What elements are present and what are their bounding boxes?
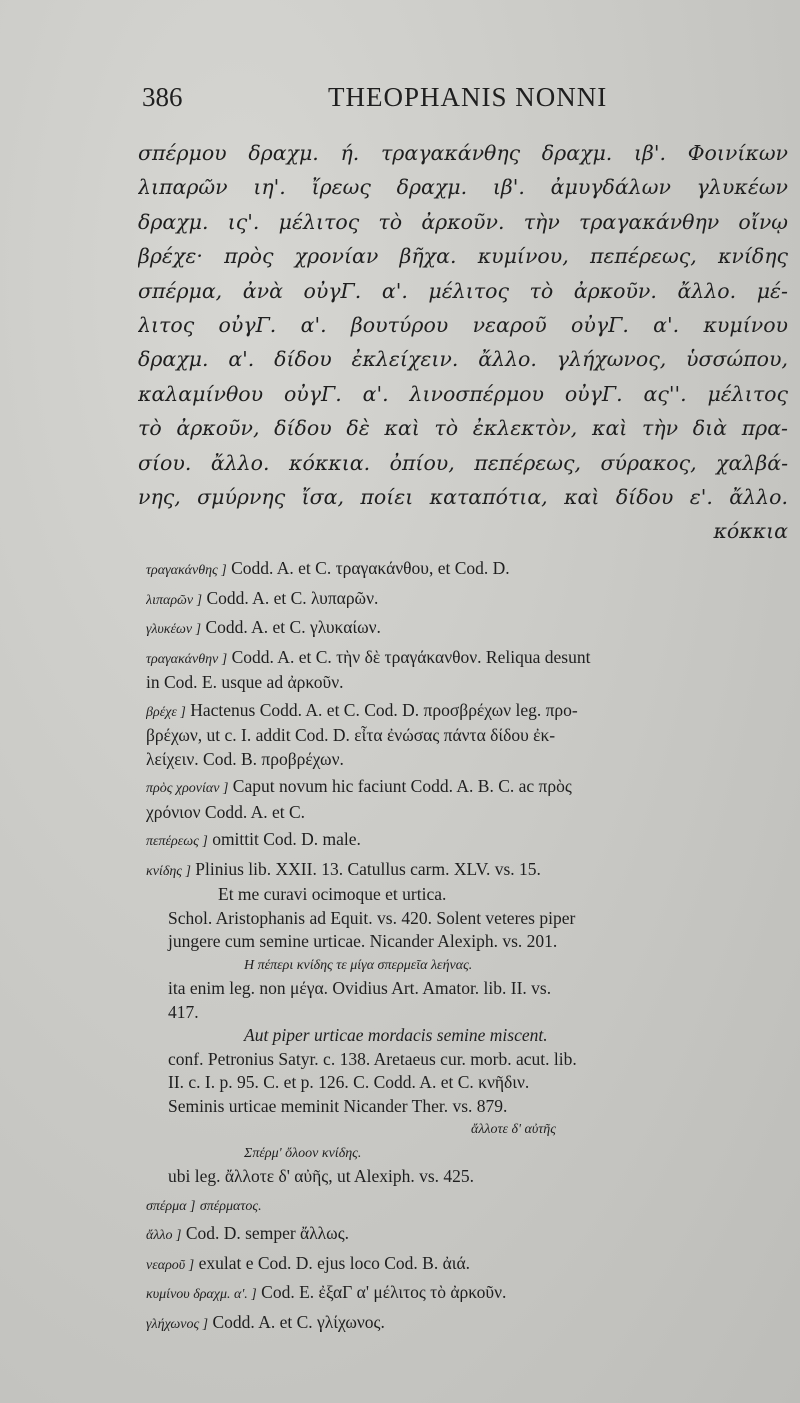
note-text: Caput novum hic faciunt Codd. A. B. C. ac πρὸς — [232, 776, 572, 796]
main-text-line: σπέρμα, ἀνὰ οὐγΓ. α'. μέλιτος τὸ ἀρκοῦν. ἄλλο. μέ- — [138, 278, 788, 303]
note-text: Codd. A. et C. γλίχωνος. — [212, 1311, 385, 1332]
note-text: omittit Cod. D. male. — [212, 829, 361, 849]
note-text: ἄλλοτε δ' αὐτῆς — [471, 1122, 556, 1137]
note-text: Cod. E. ἐξαΓ α' μέλιτος τὸ ἀρκοῦν. — [261, 1282, 507, 1302]
note-entry — [146, 1193, 791, 1219]
note-lemma: τραγακάνθης ] — [146, 563, 227, 578]
main-text-line: δραχμ. α'. δίδου ἐκλείχειν. ἄλλο. γλήχωνος, ὑσσώπου, — [138, 347, 788, 372]
note-lemma: σπέρμα ] — [146, 1198, 196, 1214]
note-text: Cod. D. semper ἄλλως. — [185, 1223, 349, 1243]
note-entry — [146, 1222, 791, 1248]
note-text: βρέχων, ut c. I. addit Cod. D. εἶτα ἐνώσας πάντα δίδου ἐκ- — [146, 725, 556, 745]
note-entry — [146, 775, 791, 824]
note-text: 417. — [168, 1001, 199, 1022]
note-lemma: κνίδης ] — [146, 863, 191, 879]
note-entry — [146, 1281, 791, 1307]
main-greek-text — [138, 136, 788, 549]
main-text-line: καλαμίνθου οὐγΓ. α'. λινοσπέρμου οὐγΓ. ας''. μέλιτος — [138, 381, 788, 406]
note-text: Codd. A. et C. τὴν δὲ τραγάκανθον. Reliqua desunt — [231, 646, 591, 667]
main-text-line: λιτος οὐγΓ. α'. βουτύρου νεαροῦ οὐγΓ. α'. κυμίνου — [138, 312, 788, 337]
main-text-line: σίου. ἄλλο. κόκκια. ὀπίου, πεπέρεως, σύρακος, χαλβά- — [138, 450, 788, 475]
note-entry — [146, 646, 791, 695]
running-head: THEOPHANIS NONNI — [328, 82, 608, 112]
note-text: λείχειν. Cod. B. προβρέχων. — [146, 748, 344, 769]
main-text-line: νης, σμύρνης ἴσα, ποίει καταπότια, καὶ δίδου ε'. ἄλλο. — [138, 484, 788, 509]
note-text: ubi leg. ἄλλοτε δ' αὐῆς, ut Alexiph. vs. 425. — [168, 1166, 475, 1186]
note-text: Schol. Aristophanis ad Equit. vs. 420. Solent veteres piper — [168, 907, 576, 928]
note-lemma: νεαροῦ ] — [146, 1257, 195, 1273]
note-text: in Cod. E. usque ad ἀρκοῦν. — [146, 672, 344, 692]
critical-notes — [146, 557, 791, 1340]
note-text: Plinius lib. XXII. 13. Catullus carm. XLV. vs. 15. — [195, 858, 541, 879]
note-text: Seminis urticae meminit Nicander Ther. vs. 879. — [168, 1095, 508, 1116]
main-text-line: τὸ ἀρκοῦν, δίδου δὲ καὶ τὸ ἐκλεκτὸν, καὶ τὴν διὰ πρα- — [138, 416, 788, 441]
note-text: σπέρματος. — [199, 1198, 262, 1214]
main-text-line: δραχμ. ις'. μέλιτος τὸ ἀρκοῦν. τὴν τραγακάνθην οἴνῳ — [138, 209, 788, 234]
note-lemma: βρέχε ] — [146, 704, 186, 720]
main-text-line: σπέρμου δραχμ. ή. τραγακάνθης δραχμ. ιβ'. Φοινίκων — [138, 141, 788, 165]
note-entry — [146, 587, 791, 613]
note-lemma: λιπαρῶν ] — [146, 592, 203, 608]
note-text: conf. Petronius Satyr. c. 138. Aretaeus cur. morb. acut. lib. — [168, 1048, 577, 1069]
note-text: Et me curavi ocimoque et urtica. — [218, 884, 447, 904]
main-text-line: λιπαρῶν ιη'. ἴρεως δραχμ. ιβ'. ἀμυγδάλων γλυκέων — [138, 175, 788, 200]
note-text: ita enim leg. non μέγα. Ovidius Art. Amator. lib. II. vs. — [168, 978, 552, 998]
note-entry — [146, 699, 791, 772]
note-entry — [146, 828, 791, 854]
note-lemma: τραγακάνθην ] — [146, 651, 228, 667]
note-entry — [146, 557, 791, 583]
note-lemma: ἄλλο ] — [146, 1228, 182, 1243]
note-lemma: γλήχωνος ] — [146, 1316, 209, 1332]
main-text-line: βρέχε· πρὸς χρονίαν βῆχα. κυμίνου, πεπέρεως, κνίδης — [138, 244, 788, 269]
note-text: II. c. I. p. 95. C. et p. 126. C. Codd. A. et C. κνῆδιν. — [168, 1072, 530, 1092]
note-text: exulat e Cod. D. ejus loco Cod. B. ἀιά. — [198, 1252, 470, 1273]
note-text: Hactenus Codd. A. et C. Cod. D. προσβρέχων leg. προ- — [190, 699, 578, 720]
note-text: Codd. A. et C. γλυκαίων. — [205, 617, 381, 637]
note-entry — [146, 1252, 791, 1278]
note-lemma: πεπέρεως ] — [146, 834, 208, 849]
page-header — [142, 82, 782, 122]
note-entry — [146, 858, 791, 1189]
note-text: Aut piper urticae mordacis semine miscent. — [244, 1025, 548, 1045]
note-entry — [146, 616, 791, 642]
note-text: Η πέπερι κνίδης τε μίγα σπερμεῖα λεήνας. — [244, 957, 473, 973]
page-number: 386 — [142, 82, 183, 112]
note-text: Codd. A. et C. τραγακάνθου, et Cod. D. — [231, 558, 510, 578]
note-entry — [146, 1311, 791, 1337]
note-text: jungere cum semine urticae. Nicander Alexiph. vs. 201. — [168, 931, 558, 951]
note-text: χρόνιον Codd. A. et C. — [146, 801, 306, 822]
note-text: Codd. A. et C. λυπαρῶν. — [206, 587, 379, 608]
note-text: Σπέρμ' ὄλοον κνίδης. — [244, 1145, 362, 1161]
note-lemma: γλυκέων ] — [146, 622, 202, 637]
note-lemma: κυμίνου δραχμ. α'. ] — [146, 1287, 257, 1302]
catchword: κόκκια — [713, 519, 788, 544]
note-lemma: πρὸς χρονίαν ] — [146, 781, 229, 796]
